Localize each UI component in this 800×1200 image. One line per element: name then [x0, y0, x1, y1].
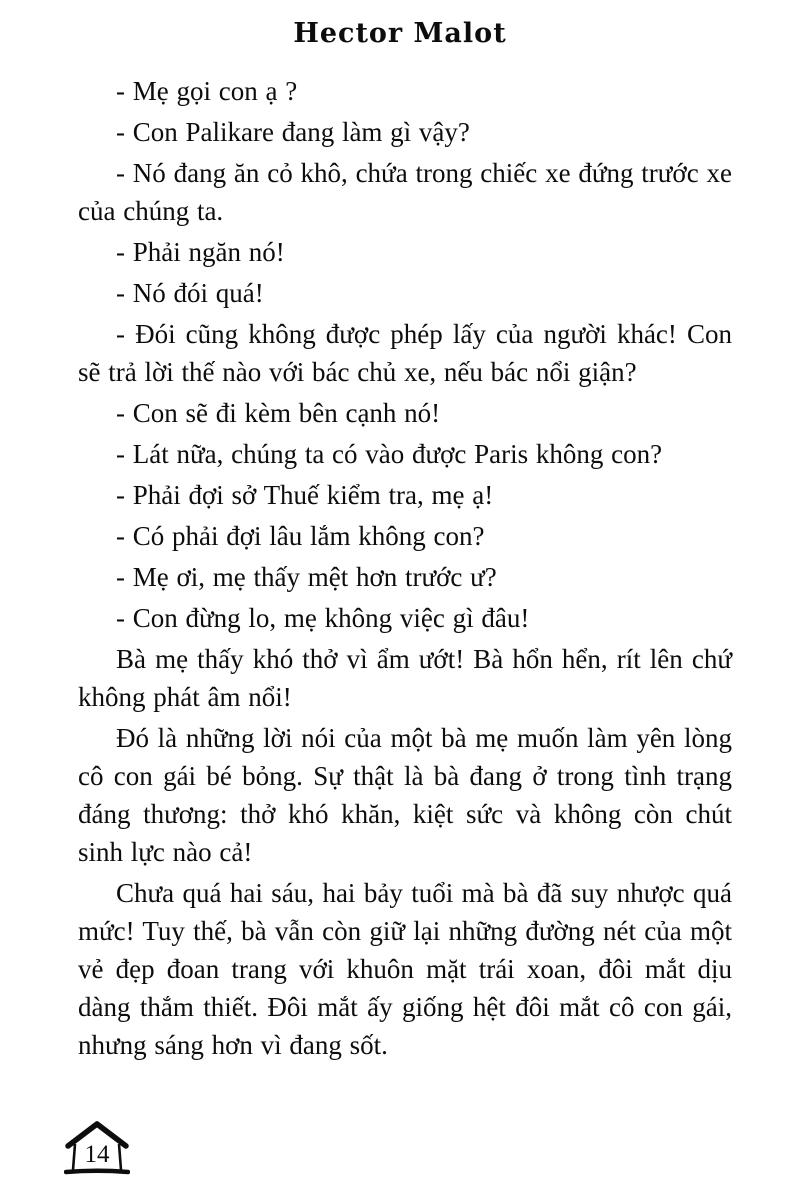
paragraph: - Đói cũng không được phép lấy của người khác! Con sẽ trả lời thế nào với bác chủ xe, nếu bác nổi giận?	[78, 319, 732, 387]
paragraph: - Nó đang ăn cỏ khô, chứa trong chiếc xe đứng trước xe của chúng ta.	[78, 158, 732, 226]
page-text	[78, 72, 732, 1067]
paragraph: Chưa quá hai sáu, hai bảy tuổi mà bà đã suy nhược quá mức! Tuy thế, bà vẫn còn giữ lại những đường nét của một vẻ đẹp đoan trang với khuôn mặt trái xoan, đôi mắt dịu dàng thắm thiết. Đôi mắt ấy giống hệt đôi mắt cô con gái, nhưng sáng hơn vì đang sốt.	[78, 878, 732, 1060]
paragraph: - Có phải đợi lâu lắm không con?	[116, 521, 485, 551]
paragraph: - Mẹ ơi, mẹ thấy mệt hơn trước ư?	[116, 562, 497, 592]
paragraph: - Nó đói quá!	[116, 278, 264, 308]
paragraph: - Con sẽ đi kèm bên cạnh nó!	[116, 398, 441, 428]
author-header: Hector Malot	[293, 18, 507, 49]
page-footer	[64, 1120, 130, 1178]
house-icon	[64, 1120, 130, 1178]
paragraph: - Lát nữa, chúng ta có vào được Paris không con?	[116, 439, 663, 469]
page-number: 14	[84, 1141, 110, 1168]
paragraph: - Con Palikare đang làm gì vậy?	[116, 117, 470, 147]
page-header	[0, 18, 800, 49]
paragraph: - Phải đợi sở Thuế kiểm tra, mẹ ạ!	[116, 480, 494, 510]
paragraph: - Phải ngăn nó!	[116, 237, 285, 267]
paragraph: - Mẹ gọi con ạ ?	[116, 76, 298, 106]
paragraph: - Con đừng lo, mẹ không việc gì đâu!	[116, 603, 530, 633]
paragraph: Đó là những lời nói của một bà mẹ muốn làm yên lòng cô con gái bé bỏng. Sự thật là bà đang ở trong tình trạng đáng thương: thở khó khăn, kiệt sức và không còn chút sinh lực nào cả!	[78, 723, 732, 867]
paragraph: Bà mẹ thấy khó thở vì ẩm ướt! Bà hổn hển, rít lên chứ không phát âm nổi!	[78, 644, 732, 712]
